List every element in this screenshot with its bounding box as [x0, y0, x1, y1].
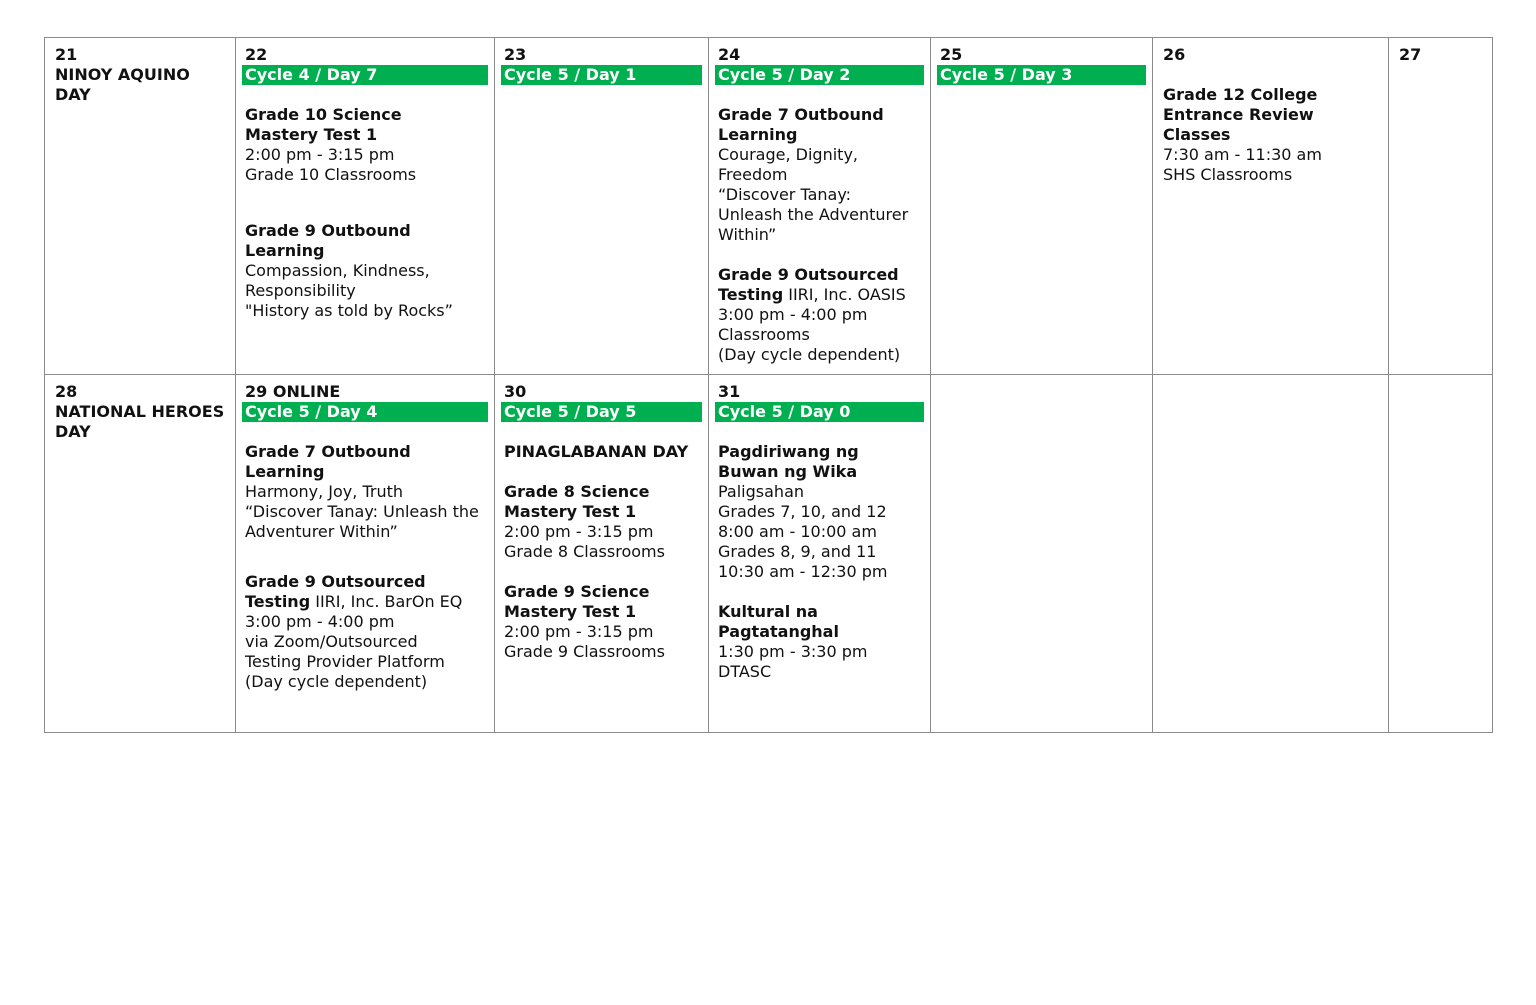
- day-cell-28: [45, 375, 236, 733]
- day-cell-empty: [1389, 375, 1493, 733]
- event-note: (Day cycle dependent): [245, 672, 428, 691]
- week-row: [45, 375, 1493, 733]
- event-title: Grade 9 Outsourced: [718, 265, 899, 284]
- event-entry: [245, 105, 488, 185]
- event-location: SHS Classrooms: [1163, 165, 1293, 184]
- day-number: 21: [55, 45, 78, 64]
- day-number: 25: [940, 45, 963, 64]
- event-time: 2:00 pm - 3:15 pm: [504, 622, 654, 641]
- event-entry: [1163, 85, 1381, 185]
- event-theme: "History as told by Rocks”: [245, 301, 453, 320]
- day-number: 29 ONLINE: [245, 382, 341, 401]
- event-time: 3:00 pm - 4:00 pm: [718, 305, 868, 324]
- day-cell-24: [709, 38, 931, 375]
- day-number: 24: [718, 45, 741, 64]
- event-grades: Grades 8, 9, and 11: [718, 542, 877, 561]
- event-entry: [245, 442, 488, 542]
- event-location: DTASC: [718, 662, 772, 681]
- event-grades: Grades 7, 10, and 12: [718, 502, 887, 521]
- event-title-cont: Testing: [718, 285, 784, 304]
- event-title: Grade 12 College Entrance Review Classes: [1163, 85, 1318, 144]
- event-values: Harmony, Joy, Truth: [245, 482, 403, 501]
- special-day-label: PINAGLABANAN DAY: [504, 442, 689, 461]
- cycle-badge: Cycle 4 / Day 7: [242, 65, 488, 85]
- event-title: Grade 8 Science Mastery Test 1: [504, 482, 650, 521]
- day-cell-23: [495, 38, 709, 375]
- day-cell-26: [1153, 38, 1389, 375]
- cycle-badge: Cycle 5 / Day 0: [715, 402, 924, 422]
- event-theme: “Discover Tanay: Unleash the Adventurer Within”: [718, 185, 909, 244]
- day-cell-31: [709, 375, 931, 733]
- cycle-badge: Cycle 5 / Day 4: [242, 402, 488, 422]
- day-cell-21: [45, 38, 236, 375]
- event-title: Grade 10 Science Mastery Test 1: [245, 105, 402, 144]
- event-values: Compassion, Kindness, Responsibility: [245, 261, 430, 300]
- event-entry: [245, 221, 488, 321]
- event-entry: [718, 602, 924, 682]
- day-cell-25: [931, 38, 1153, 375]
- day-cell-22: [236, 38, 495, 375]
- cycle-badge: Cycle 5 / Day 3: [937, 65, 1146, 85]
- calendar-table: [44, 37, 1493, 733]
- cycle-badge: Cycle 5 / Day 2: [715, 65, 924, 85]
- day-number: 27: [1399, 45, 1422, 64]
- event-provider: IIRI, Inc. OASIS: [783, 285, 906, 304]
- day-number: 31: [718, 382, 741, 401]
- event-title: Kultural na Pagtatanghal: [718, 602, 839, 641]
- event-title: Grade 9 Outsourced: [245, 572, 426, 591]
- event-title-cont: Testing: [245, 592, 311, 611]
- event-provider: IIRI, Inc. BarOn EQ: [310, 592, 463, 611]
- event-title: Grade 7 Outbound Learning: [718, 105, 884, 144]
- event-time: 10:30 am - 12:30 pm: [718, 562, 888, 581]
- event-title: Grade 9 Outbound Learning: [245, 221, 411, 260]
- holiday-label: NATIONAL HEROES DAY: [55, 402, 225, 441]
- day-number: 28: [55, 382, 78, 401]
- day-cell-empty: [931, 375, 1153, 733]
- day-cell-29: [236, 375, 495, 733]
- event-location: Grade 10 Classrooms: [245, 165, 417, 184]
- day-cell-30: [495, 375, 709, 733]
- event-location: via Zoom/Outsourced Testing Provider Platform: [245, 632, 445, 671]
- event-entry: [718, 442, 924, 582]
- event-entry: [504, 582, 702, 662]
- event-time: 1:30 pm - 3:30 pm: [718, 642, 868, 661]
- event-time: 7:30 am - 11:30 am: [1163, 145, 1322, 164]
- event-title: Grade 7 Outbound Learning: [245, 442, 411, 481]
- event-location: Classrooms: [718, 325, 810, 344]
- event-time: 2:00 pm - 3:15 pm: [504, 522, 654, 541]
- event-entry: [718, 265, 924, 365]
- event-location: Grade 8 Classrooms: [504, 542, 665, 561]
- event-values: Courage, Dignity, Freedom: [718, 145, 858, 184]
- event-title: Pagdiriwang ng Buwan ng Wika: [718, 442, 859, 481]
- event-entry: [245, 572, 488, 692]
- event-location: Grade 9 Classrooms: [504, 642, 665, 661]
- day-number: 26: [1163, 45, 1186, 64]
- event-entry: [718, 105, 924, 245]
- event-entry: [504, 442, 702, 462]
- event-time: 3:00 pm - 4:00 pm: [245, 612, 395, 631]
- day-number: 23: [504, 45, 527, 64]
- week-row: [45, 38, 1493, 375]
- event-time: 8:00 am - 10:00 am: [718, 522, 877, 541]
- event-note: (Day cycle dependent): [718, 345, 901, 364]
- day-cell-empty: [1153, 375, 1389, 733]
- cycle-badge: Cycle 5 / Day 5: [501, 402, 702, 422]
- cycle-badge: Cycle 5 / Day 1: [501, 65, 702, 85]
- day-cell-27: [1389, 38, 1493, 375]
- holiday-label: NINOY AQUINO DAY: [55, 65, 190, 104]
- day-number: 22: [245, 45, 268, 64]
- event-theme: “Discover Tanay: Unleash the Adventurer Within”: [245, 502, 479, 541]
- event-title: Grade 9 Science Mastery Test 1: [504, 582, 650, 621]
- day-number: 30: [504, 382, 527, 401]
- event-subtitle: Paligsahan: [718, 482, 805, 501]
- event-time: 2:00 pm - 3:15 pm: [245, 145, 395, 164]
- event-entry: [504, 482, 702, 562]
